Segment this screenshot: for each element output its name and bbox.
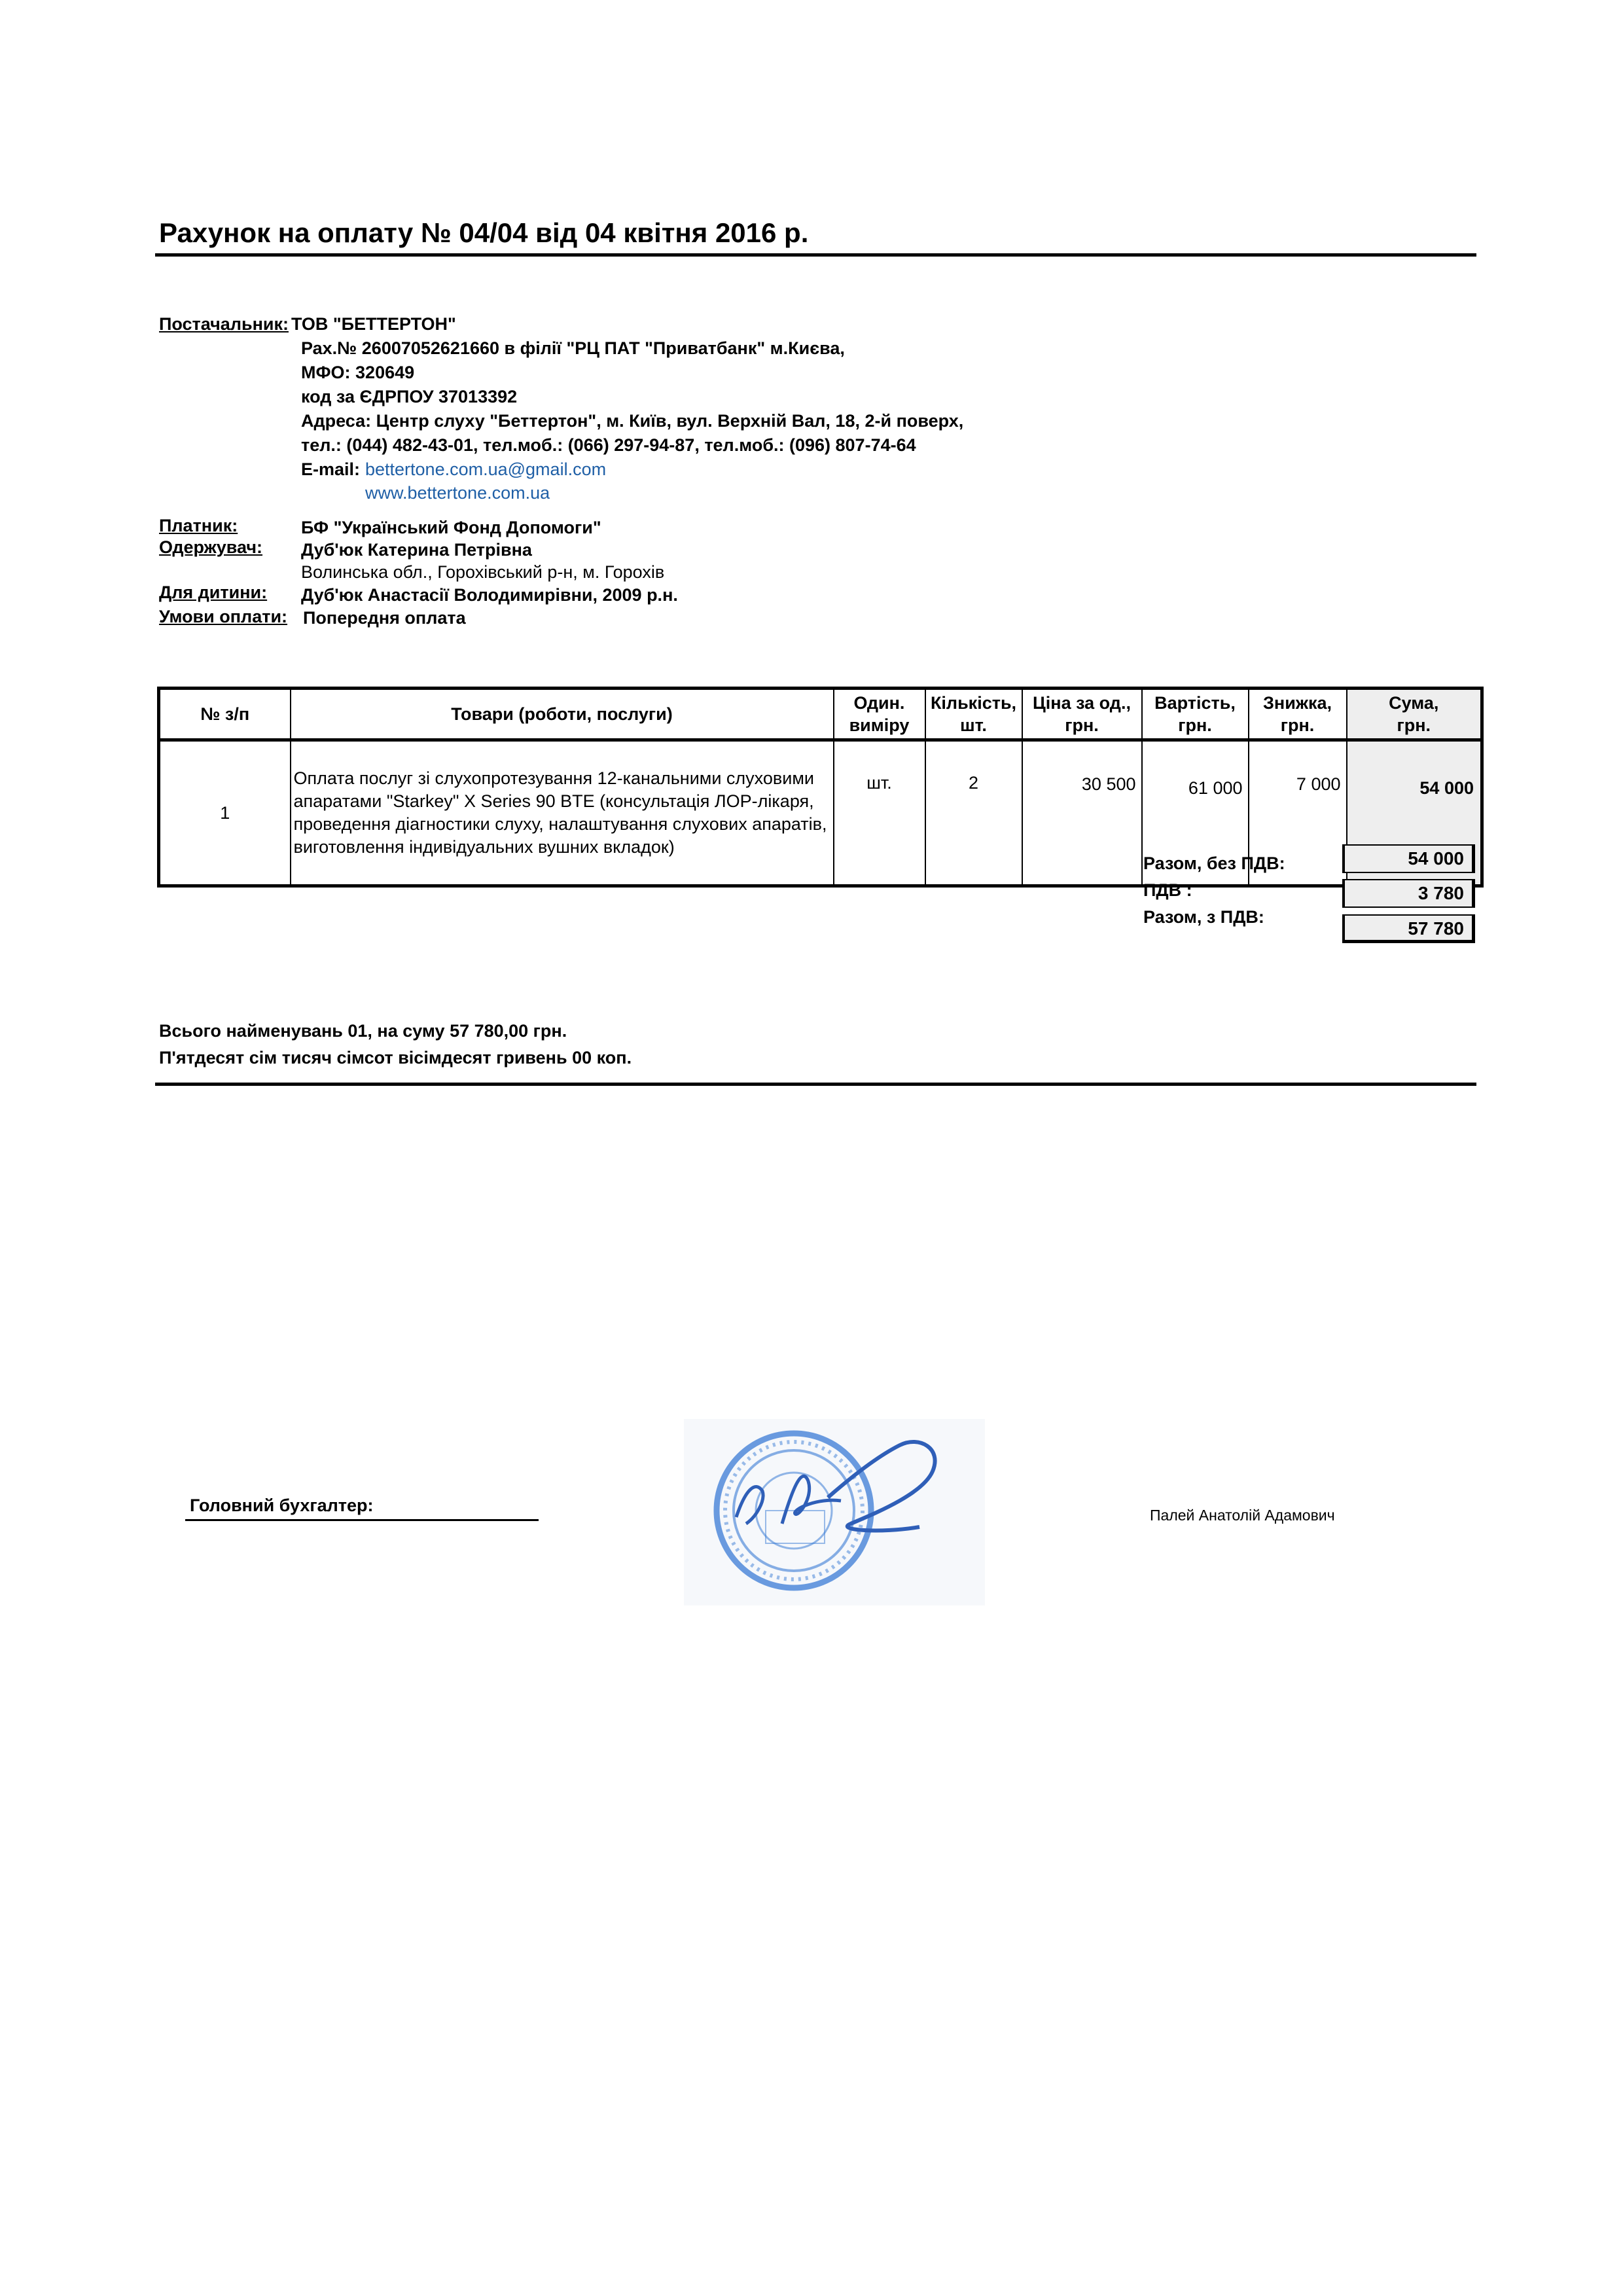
total-with-vat-label: Разом, з ПДВ: — [1143, 907, 1264, 927]
summary-line2: П'ятдесят сім тисяч сімсот вісімдесят гривень 00 коп. — [159, 1048, 632, 1067]
header-qty-line2: шт. — [960, 715, 987, 735]
header-qty-line1: Кількість, — [930, 693, 1017, 713]
vat-label: ПДВ : — [1143, 880, 1192, 900]
stamp-signature-image — [684, 1419, 985, 1605]
header-price-line1: Ціна за од., — [1033, 693, 1131, 713]
stamp-seal-icon — [684, 1419, 985, 1605]
title-rule — [155, 253, 1476, 257]
summary-rule — [155, 1083, 1476, 1086]
header-sum-line1: Сума, — [1389, 693, 1439, 713]
summary-line1: Всього найменувань 01, на суму 57 780,00 грн. — [159, 1021, 567, 1041]
total-without-vat-value: 54 000 — [1342, 844, 1475, 873]
header-cost-line2: грн. — [1178, 715, 1212, 735]
cell-sum: 54 000 — [1347, 740, 1482, 886]
header-cost-line1: Вартість, — [1154, 693, 1236, 713]
recipient-label: Одержувач: — [159, 537, 263, 557]
child-value: Дуб'юк Анастасії Володимирівни, 2009 р.н. — [301, 585, 678, 605]
supplier-account: Рах.№ 26007052621660 в філії "РЦ ПАТ "Приватбанк" м.Києва, — [301, 338, 845, 358]
supplier-website-link[interactable]: www.bettertone.com.ua — [365, 483, 550, 503]
supplier-label: Постачальник: — [159, 314, 289, 334]
header-unit-line2: виміру — [849, 715, 910, 735]
cell-qty: 2 — [925, 740, 1022, 886]
cell-discount: 7 000 — [1249, 740, 1347, 886]
header-discount-line2: грн. — [1280, 715, 1315, 735]
cell-cost: 61 000 — [1142, 740, 1249, 886]
recipient-address: Волинська обл., Горохівський р-н, м. Горохів — [301, 562, 665, 582]
accountant-label: Головний бухгалтер: — [190, 1496, 374, 1515]
payer-label: Платник: — [159, 516, 238, 535]
cell-num: 1 — [159, 740, 291, 886]
terms-value: Попередня оплата — [303, 608, 466, 628]
supplier-address: Адреса: Центр слуху "Беттертон", м. Київ, вул. Верхній Вал, 18, 2-й поверх, — [301, 411, 964, 431]
cell-goods: Оплата послуг зі слухопротезування 12-канальними слуховими апаратами "Starkey" X Series 90 BTE (консультація ЛОР-лікаря, проведення діагностики слуху, налаштування слухових апаратів, виготовлення індивідуальних вушних вкладок) — [291, 740, 834, 886]
header-num: № з/п — [159, 689, 291, 740]
invoice-title: Рахунок на оплату № 04/04 від 04 квітня 2016 р. — [159, 217, 809, 248]
header-price-line2: грн. — [1065, 715, 1099, 735]
recipient-value: Дуб'юк Катерина Петрівна — [301, 540, 532, 560]
cell-unit: шт. — [834, 740, 925, 886]
vat-value: 3 780 — [1342, 879, 1475, 908]
cell-price: 30 500 — [1022, 740, 1142, 886]
supplier-name: ТОВ "БЕТТЕРТОН" — [291, 314, 456, 334]
supplier-phones: тел.: (044) 482-43-01, тел.моб.: (066) 297-94-87, тел.моб.: (096) 807-74-64 — [301, 435, 916, 455]
header-discount-line1: Знижка, — [1263, 693, 1332, 713]
header-unit — [834, 689, 925, 740]
signer-name: Палей Анатолій Адамович — [1150, 1507, 1335, 1524]
supplier-email-label: E-mail: — [301, 459, 361, 479]
supplier-edrpou: код за ЄДРПОУ 37013392 — [301, 387, 518, 406]
child-label: Для дитини: — [159, 583, 268, 602]
header-cost — [1142, 689, 1249, 740]
header-sum-line2: грн. — [1397, 715, 1431, 735]
header-goods: Товари (роботи, послуги) — [291, 689, 834, 740]
header-discount — [1249, 689, 1347, 740]
payer-value: БФ "Український Фонд Допомоги" — [301, 518, 601, 537]
terms-label: Умови оплати: — [159, 607, 288, 626]
table-header-row — [159, 689, 1482, 740]
header-qty — [925, 689, 1022, 740]
supplier-email-link[interactable]: bettertone.com.ua@gmail.com — [365, 459, 607, 479]
header-unit-line1: Один. — [853, 693, 905, 713]
header-price — [1022, 689, 1142, 740]
total-with-vat-value: 57 780 — [1342, 914, 1475, 943]
total-without-vat-label: Разом, без ПДВ: — [1143, 853, 1285, 873]
header-sum — [1347, 689, 1482, 740]
signature-line — [185, 1519, 539, 1521]
supplier-mfo: МФО: 320649 — [301, 363, 415, 382]
